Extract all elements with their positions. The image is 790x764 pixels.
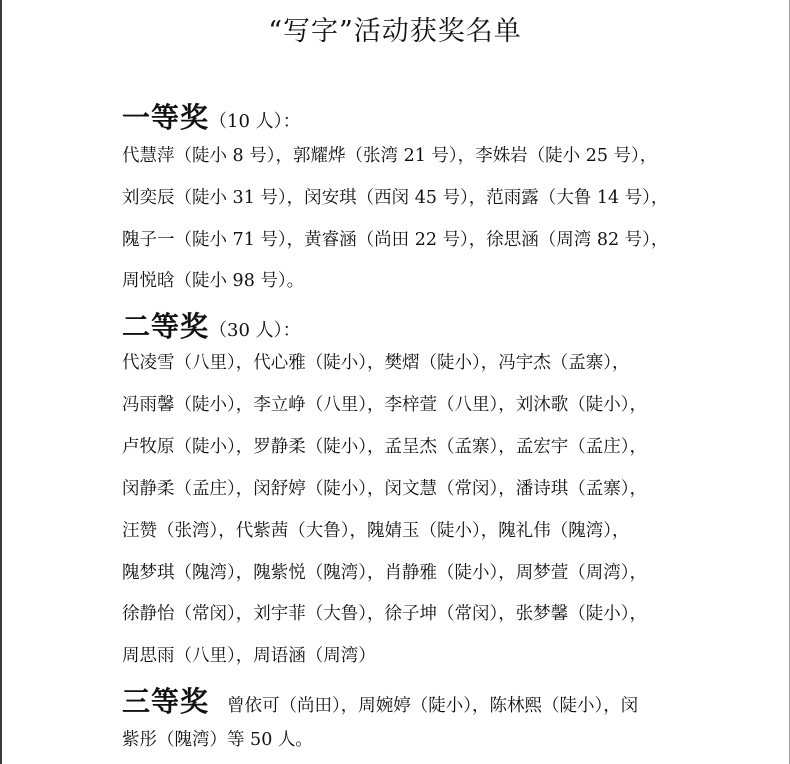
second-prize-line-7: 徐静怡（常闵），刘宇菲（大鲁），徐子坤（常闵），张梦馨（陡小）， (122, 604, 647, 624)
first-prize-label: 一等奖 (122, 101, 210, 134)
first-prize-line-3: 隗子一（陡小 71 号），黄睿涵（尚田 22 号），徐思涵（周湾 82 号）， (122, 230, 669, 250)
third-prize-line-2: 紫彤（隗湾）等 50 人。 (122, 730, 313, 750)
second-prize-label: 二等奖 (122, 310, 210, 343)
second-prize-line-4: 闵静柔（孟庄），闵舒婷（陡小），闵文慧（常闵），潘诗琪（孟寨）， (122, 479, 647, 499)
second-prize-line-2: 冯雨馨（陡小），李立峥（八里），李梓萱（八里），刘沐歌（陡小）， (122, 395, 647, 415)
second-prize-line-8: 周思雨（八里），周语涵（周湾） (122, 646, 376, 666)
second-prize-line-5: 汪赞（张湾），代紫茜（大鲁），隗婧玉（陡小），隗礼伟（隗湾）， (122, 521, 630, 541)
third-prize-label: 三等奖 (122, 685, 210, 718)
second-prize-line-1: 代凌雪（八里），代心雅（陡小），樊熠（陡小），冯宇杰（孟寨）， (122, 353, 630, 373)
first-prize-line-1: 代慧萍（陡小 8 号），郭耀烨（张湾 21 号），李姝岩（陡小 25 号）， (122, 146, 658, 166)
first-prize-count: （10 人）： (209, 111, 301, 132)
document-title: “写字”活动获奖名单 (268, 16, 522, 47)
third-prize-heading (122, 680, 638, 720)
second-prize-count: （30 人）： (209, 320, 301, 341)
second-prize-line-6: 隗梦琪（隗湾），隗紫悦（隗湾），肖静雅（陡小），周梦萱（周湾）， (122, 563, 647, 583)
first-prize-heading (122, 96, 301, 136)
first-prize-line-4: 周悦晗（陡小 98 号）。 (122, 271, 305, 291)
second-prize-heading (122, 305, 301, 345)
first-prize-line-2: 刘奕辰（陡小 31 号），闵安琪（西闵 45 号），范雨露（大鲁 14 号）， (122, 188, 669, 208)
third-prize-line-1: 曾依可（尚田），周婉婷（陡小），陈林熙（陡小），闵 (227, 696, 639, 716)
second-prize-line-3: 卢牧原（陡小），罗静柔（陡小），孟呈杰（孟寨），孟宏宇（孟庄）， (122, 437, 647, 457)
